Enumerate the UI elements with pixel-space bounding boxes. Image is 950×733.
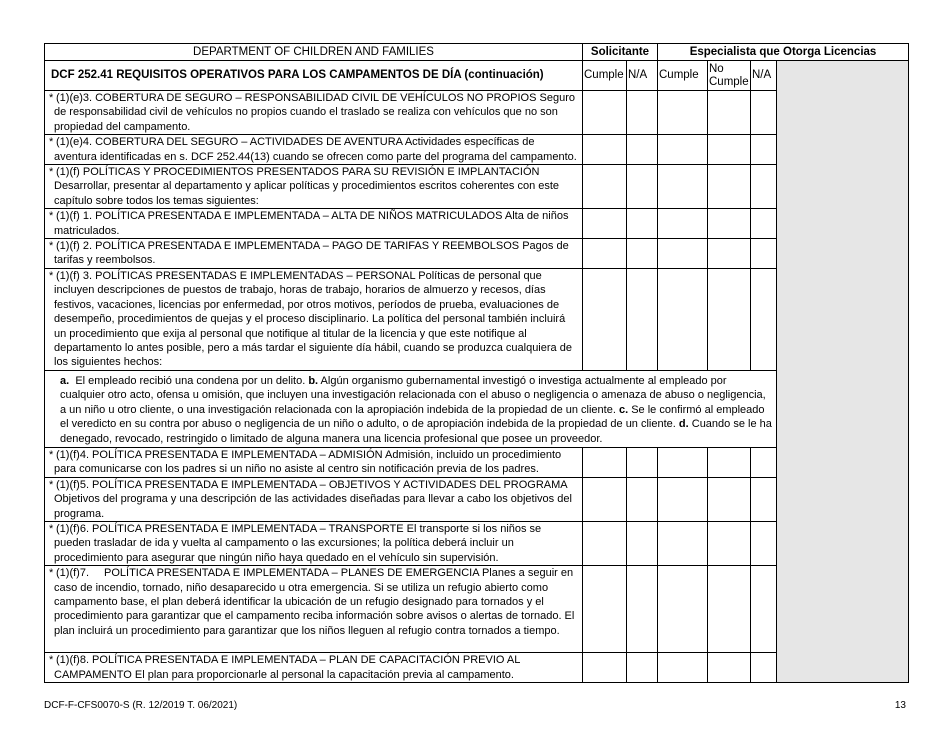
specialist-na-cell[interactable] [751,268,777,370]
applicant-na-cell[interactable] [627,135,658,165]
applicant-na-cell[interactable] [627,268,658,370]
requirement-text [45,165,583,209]
specialist-no-cumple-cell[interactable] [708,239,751,269]
applicant-header: Solicitante [583,44,658,61]
header-row [45,44,909,61]
applicant-na-cell[interactable] [627,566,658,653]
applicant-cumple-cell[interactable] [583,239,627,269]
specialist-no-cumple-cell[interactable] [708,165,751,209]
critical-marker: * [49,210,54,223]
requirement-body: POLÍTICA PRESENTADA E IMPLEMENTADA – PLANES DE EMERGENCIA Planes a seguir en caso de incendio, tornado, niño desaparecido u otra emergencia. Si se utiliza un refugio abierto como campamento base, el plan deberá identificar la ubicación de un refugio designado para tornados y el procedimiento para garantizar que el campamento reciba información sobre avisos o alertas de tornado. El plan incluirá un procedimiento para garantizar que los niños lleguen al refugio contra tornados a tiempo. [54,567,575,637]
requirement-text [45,653,583,683]
specialist-header: Especialista que Otorga Licencias [658,44,909,61]
no-cumple-line1: No [709,62,724,75]
specialist-no-cumple-cell[interactable] [708,135,751,165]
applicant-na-cell[interactable] [627,477,658,521]
specialist-no-cumple-cell[interactable] [708,521,751,565]
item-a-text: El empleado recibió una condena por un delito. [75,374,306,387]
col-na-applicant: N/A [627,61,658,91]
specialist-cumple-cell[interactable] [658,477,708,521]
requirement-body: (1)(e)4. COBERTURA DEL SEGURO – ACTIVIDADES DE AVENTURA Actividades específicas de aventura identificadas en s. DCF 252.44(13) cuando se ofrecen como parte del programa del campamento. [54,136,577,163]
requirement-body: (1)(f)4. POLÍTICA PRESENTADA E IMPLEMENTADA – ADMISIÓN Admisión, incluido un procedimiento para comunicarse con los padres si un niño no asiste al centro sin notificación previa de los padres. [54,448,562,476]
requirement-body: (1)(f)6. POLÍTICA PRESENTADA E IMPLEMENTADA – TRANSPORTE El transporte si los niños se pueden trasladar de ida y vuelta al campamento o las excursiones; la política deberá incluir un procedimiento para asegurar que ningún niño haya quedado en el vehículo sin supervisión. [54,522,542,564]
applicant-na-cell[interactable] [627,521,658,565]
item-c-label: c. [618,403,629,416]
item-d-text: Cuando se le ha denegado, revocado, restringido o limitado de alguna manera una licencia profesional que posee un proveedor. [60,418,772,445]
col-na-specialist: N/A [751,61,777,91]
requirement-text [45,239,583,269]
applicant-cumple-cell[interactable] [583,653,627,683]
specialist-na-cell[interactable] [751,477,777,521]
applicant-cumple-cell[interactable] [583,91,627,135]
specialist-cumple-cell[interactable] [658,165,708,209]
requirement-text [45,135,583,165]
page-number: 13 [894,700,906,711]
specialist-na-cell[interactable] [751,165,777,209]
critical-marker: * [49,269,54,282]
item-c-text: Se le confirmó al empleado el veredicto en su contra por abuso o negligencia de un niño o adulto, o de apropiación indebida de la propiedad de un cliente. [60,403,765,431]
applicant-cumple-cell[interactable] [583,566,627,653]
applicant-cumple-cell[interactable] [583,521,627,565]
specialist-cumple-cell[interactable] [658,91,708,135]
col-cumple-specialist: Cumple [658,61,708,91]
critical-marker: * [49,92,54,104]
requirement-body: (1)(f)5. POLÍTICA PRESENTADA E IMPLEMENTADA – OBJETIVOS Y ACTIVIDADES DEL PROGRAMA Objetivos del programa y una descripción de las actividades diseñadas para llevar a cabo los objetivos del programa. [54,478,572,520]
requirement-body: (1)(f) 2. POLÍTICA PRESENTADA E IMPLEMENTADA – PAGO DE TARIFAS Y REEMBOLSOS Pagos de tarifas y reembolsos. [54,240,569,267]
item-d-label: d. [678,418,689,431]
applicant-na-cell[interactable] [627,209,658,239]
specialist-na-cell[interactable] [751,91,777,135]
shaded-margin-column [777,61,909,683]
critical-marker: * [49,448,54,461]
requirement-body: (1)(f) 1. POLÍTICA PRESENTADA E IMPLEMENTADA – ALTA DE NIÑOS MATRICULADOS Alta de niños matriculados. [54,210,569,237]
specialist-cumple-cell[interactable] [658,239,708,269]
requirement-body: (1)(f) POLÍTICAS Y PROCEDIMIENTOS PRESENTADOS PARA SU REVISIÓN E IMPLANTACIÓN Desarrollar, presentar al departamento y aplicar políticas y procedimientos escritos coherentes con este capítulo sobre todos los temas siguientes: [54,166,560,207]
subheader-row [45,61,909,91]
requirement-body: (1)(f)8. POLÍTICA PRESENTADA E IMPLEMENTADA – PLAN DE CAPACITACIÓN PREVIO AL CAMPAMENTO El plan para proporcionarle al personal la capacitación previa al campamento. [54,654,520,681]
specialist-cumple-cell[interactable] [658,209,708,239]
specialist-no-cumple-cell[interactable] [708,209,751,239]
critical-marker: * [49,567,54,580]
applicant-na-cell[interactable] [627,91,658,135]
applicant-cumple-cell[interactable] [583,165,627,209]
critical-marker: * [49,166,54,179]
requirement-text [45,477,583,521]
applicant-cumple-cell[interactable] [583,477,627,521]
applicant-cumple-cell[interactable] [583,135,627,165]
critical-marker: * [49,136,54,149]
col-no-cumple-specialist [708,61,751,91]
item-a-label: a. [60,374,70,387]
specialist-no-cumple-cell[interactable] [708,91,751,135]
applicant-cumple-cell[interactable] [583,209,627,239]
specialist-na-cell[interactable] [751,447,777,477]
specialist-no-cumple-cell[interactable] [708,268,751,370]
no-cumple-line2: Cumple [709,75,749,88]
requirement-code: (1)(f)7. [56,567,89,580]
specialist-na-cell[interactable] [751,566,777,653]
applicant-na-cell[interactable] [627,239,658,269]
specialist-na-cell[interactable] [751,209,777,239]
checklist-sheet [44,43,908,683]
department-name: DEPARTMENT OF CHILDREN AND FAMILIES [45,44,583,61]
form-identifier: DCF-F-CFS0070-S (R. 12/2019 T. 06/2021) [44,700,238,711]
requirements-table [44,43,909,683]
applicant-na-cell[interactable] [627,447,658,477]
specialist-no-cumple-cell[interactable] [708,566,751,653]
critical-marker: * [49,522,54,535]
requirement-text [45,566,583,653]
specialist-cumple-cell[interactable] [658,653,708,683]
applicant-na-cell[interactable] [627,653,658,683]
specialist-na-cell[interactable] [751,653,777,683]
requirement-text [45,209,583,239]
section-title: DCF 252.41 REQUISITOS OPERATIVOS PARA LOS CAMPAMENTOS DE DÍA (continuación) [45,61,583,91]
requirement-text [45,91,583,135]
specialist-na-cell[interactable] [751,135,777,165]
specialist-no-cumple-cell[interactable] [708,447,751,477]
critical-marker: * [49,478,54,491]
requirement-text [45,521,583,565]
applicant-cumple-cell[interactable] [583,447,627,477]
applicant-na-cell[interactable] [627,165,658,209]
specialist-no-cumple-cell[interactable] [708,653,751,683]
item-b-text: Algún organismo gubernamental investigó o investiga actualmente al empleado por cualquier otro acto, ofensa u omisión, que incluyen una investigación relacionada con el abuso o negligencia o amenaza de abuso o negligencia, a un niño u otro cliente, o una investigación relacionada con la apropiación indebida de la propiedad de un cliente. [60,374,766,416]
requirement-text [45,268,583,370]
requirement-text [45,447,583,477]
specialist-no-cumple-cell[interactable] [708,477,751,521]
critical-marker: * [49,654,54,667]
item-b-label: b. [308,374,319,387]
specialist-cumple-cell[interactable] [658,447,708,477]
col-cumple-applicant: Cumple [583,61,627,91]
specialist-cumple-cell[interactable] [658,521,708,565]
requirement-body: (1)(f) 3. POLÍTICAS PRESENTADAS E IMPLEMENTADAS – PERSONAL Políticas de personal que incluyen descripciones de puestos de trabajo, horas de trabajo, horarios de almuerzo y recesos, días festivos, vacaciones, licencias por enfermedad, por otros motivos, períodos de prueba, evaluaciones de desempeño, procedimientos de quejas y el proceso disciplinario. La política del personal también incluirá un procedimiento que exija al personal que notifique al titular de la licencia y que este notifique al departamento lo antes posible, pero a más tardar el siguiente día hábil, cuando se produzca cualquiera de los siguientes hechos: [54,269,572,369]
critical-marker: * [49,240,54,253]
specialist-na-cell[interactable] [751,239,777,269]
specialist-cumple-cell[interactable] [658,135,708,165]
requirement-body: (1)(e)3. COBERTURA DE SEGURO – RESPONSABILIDAD CIVIL DE VEHÍCULOS NO PROPIOS Seguro de responsabilidad civil de vehículos no propios cuando el traslado se realiza con vehículos que no son propiedad del campamento. [54,92,575,133]
specialist-cumple-cell[interactable] [658,268,708,370]
applicant-cumple-cell[interactable] [583,268,627,370]
specialist-cumple-cell[interactable] [658,566,708,653]
notification-events-text [45,370,777,447]
specialist-na-cell[interactable] [751,521,777,565]
